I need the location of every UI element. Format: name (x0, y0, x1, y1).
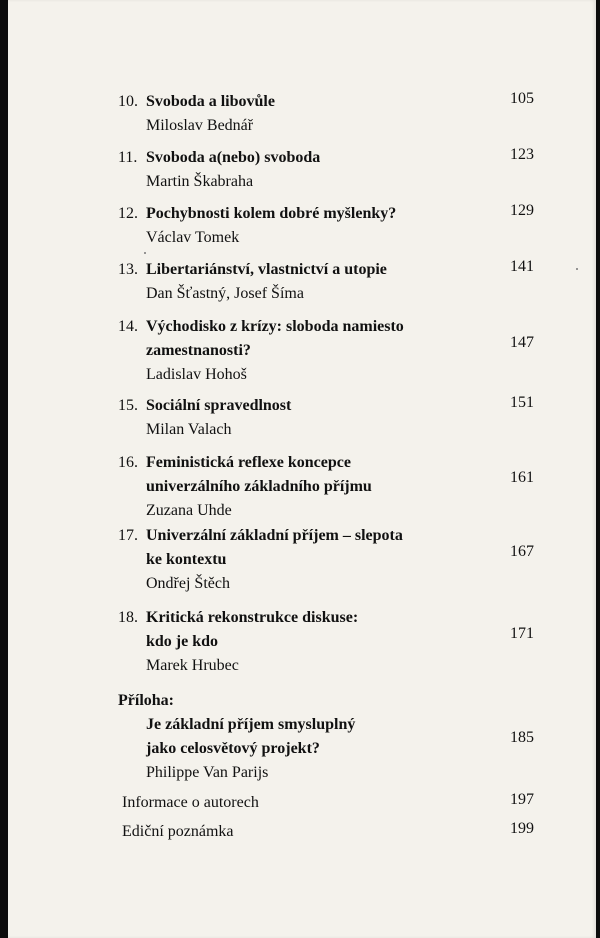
chapter-title: Svoboda a(nebo) svoboda (146, 149, 321, 166)
chapter-author: Ondřej Štěch (146, 575, 230, 592)
paper-speck (144, 252, 146, 254)
chapter-author: Ladislav Hohoš (146, 366, 247, 383)
chapter-author: Václav Tomek (146, 229, 240, 246)
chapter-number: 16. (118, 454, 138, 471)
chapter-number: 18. (118, 609, 138, 626)
page-number: 197 (510, 791, 534, 808)
toc-entry-13 (118, 258, 548, 306)
chapter-number: 15. (118, 397, 138, 414)
toc-entry-15 (118, 394, 548, 442)
chapter-author: Marek Hrubec (146, 657, 239, 674)
appendix-title-continued: jako celosvětový projekt? (146, 740, 320, 757)
chapter-author: Dan Šťastný, Josef Šíma (146, 285, 304, 302)
chapter-title-continued: ke kontextu (146, 551, 227, 568)
toc-appendix (118, 689, 548, 785)
chapter-number: 14. (118, 318, 138, 335)
paper-speck (576, 268, 578, 270)
page-number: 199 (510, 820, 534, 837)
chapter-title: Feministická reflexe koncepce (146, 454, 351, 471)
toc-entry-14 (118, 315, 548, 387)
chapter-title-continued: univerzálního základního příjmu (146, 478, 372, 495)
page-number: 151 (510, 394, 534, 411)
chapter-title: Východisko z krízy: sloboda namiesto (146, 318, 404, 335)
chapter-number: 17. (118, 527, 138, 544)
chapter-author: Zuzana Uhde (146, 502, 232, 519)
chapter-title: Libertariánství, vlastnictví a utopie (146, 261, 387, 278)
chapter-title: Svoboda a libovůle (146, 93, 275, 110)
toc-entry-10 (118, 90, 548, 138)
chapter-title-continued: zamestnanosti? (146, 342, 251, 359)
page-number: 123 (510, 146, 534, 163)
chapter-title: Sociální spravedlnost (146, 397, 292, 414)
page-number: 147 (510, 334, 534, 351)
toc-back-matter-note (122, 820, 552, 844)
chapter-title: Univerzální základní příjem – slepota (146, 527, 403, 544)
appendix-label: Příloha: (118, 692, 174, 709)
toc-entry-18 (118, 606, 548, 678)
appendix-title: Je základní příjem smysluplný (146, 716, 356, 733)
chapter-number: 10. (118, 93, 138, 110)
chapter-author: Miloslav Bednář (146, 117, 254, 134)
back-matter-title: Ediční poznámka (122, 823, 234, 840)
back-matter-title: Informace o autorech (122, 794, 259, 811)
appendix-author: Philippe Van Parijs (146, 764, 269, 781)
toc-entry-17 (118, 524, 548, 596)
page-number: 129 (510, 202, 534, 219)
chapter-author: Martin Škabraha (146, 173, 254, 190)
toc-entry-12 (118, 202, 548, 250)
chapter-title: Pochybnosti kolem dobré myšlenky? (146, 205, 397, 222)
chapter-title-continued: kdo je kdo (146, 633, 219, 650)
chapter-number: 13. (118, 261, 138, 278)
page-number: 167 (510, 543, 534, 560)
page-number: 105 (510, 90, 534, 107)
page-number: 161 (510, 469, 534, 486)
toc-entry-11 (118, 146, 548, 194)
table-of-contents (8, 0, 596, 938)
page-number: 185 (510, 729, 534, 746)
chapter-title: Kritická rekonstrukce diskuse: (146, 609, 359, 626)
toc-entry-16 (118, 451, 548, 523)
book-page (8, 0, 596, 938)
chapter-number: 12. (118, 205, 138, 222)
page-number: 141 (510, 258, 534, 275)
chapter-author: Milan Valach (146, 421, 232, 438)
chapter-number: 11. (118, 149, 138, 166)
toc-back-matter-authors (122, 791, 552, 815)
page-number: 171 (510, 625, 534, 642)
